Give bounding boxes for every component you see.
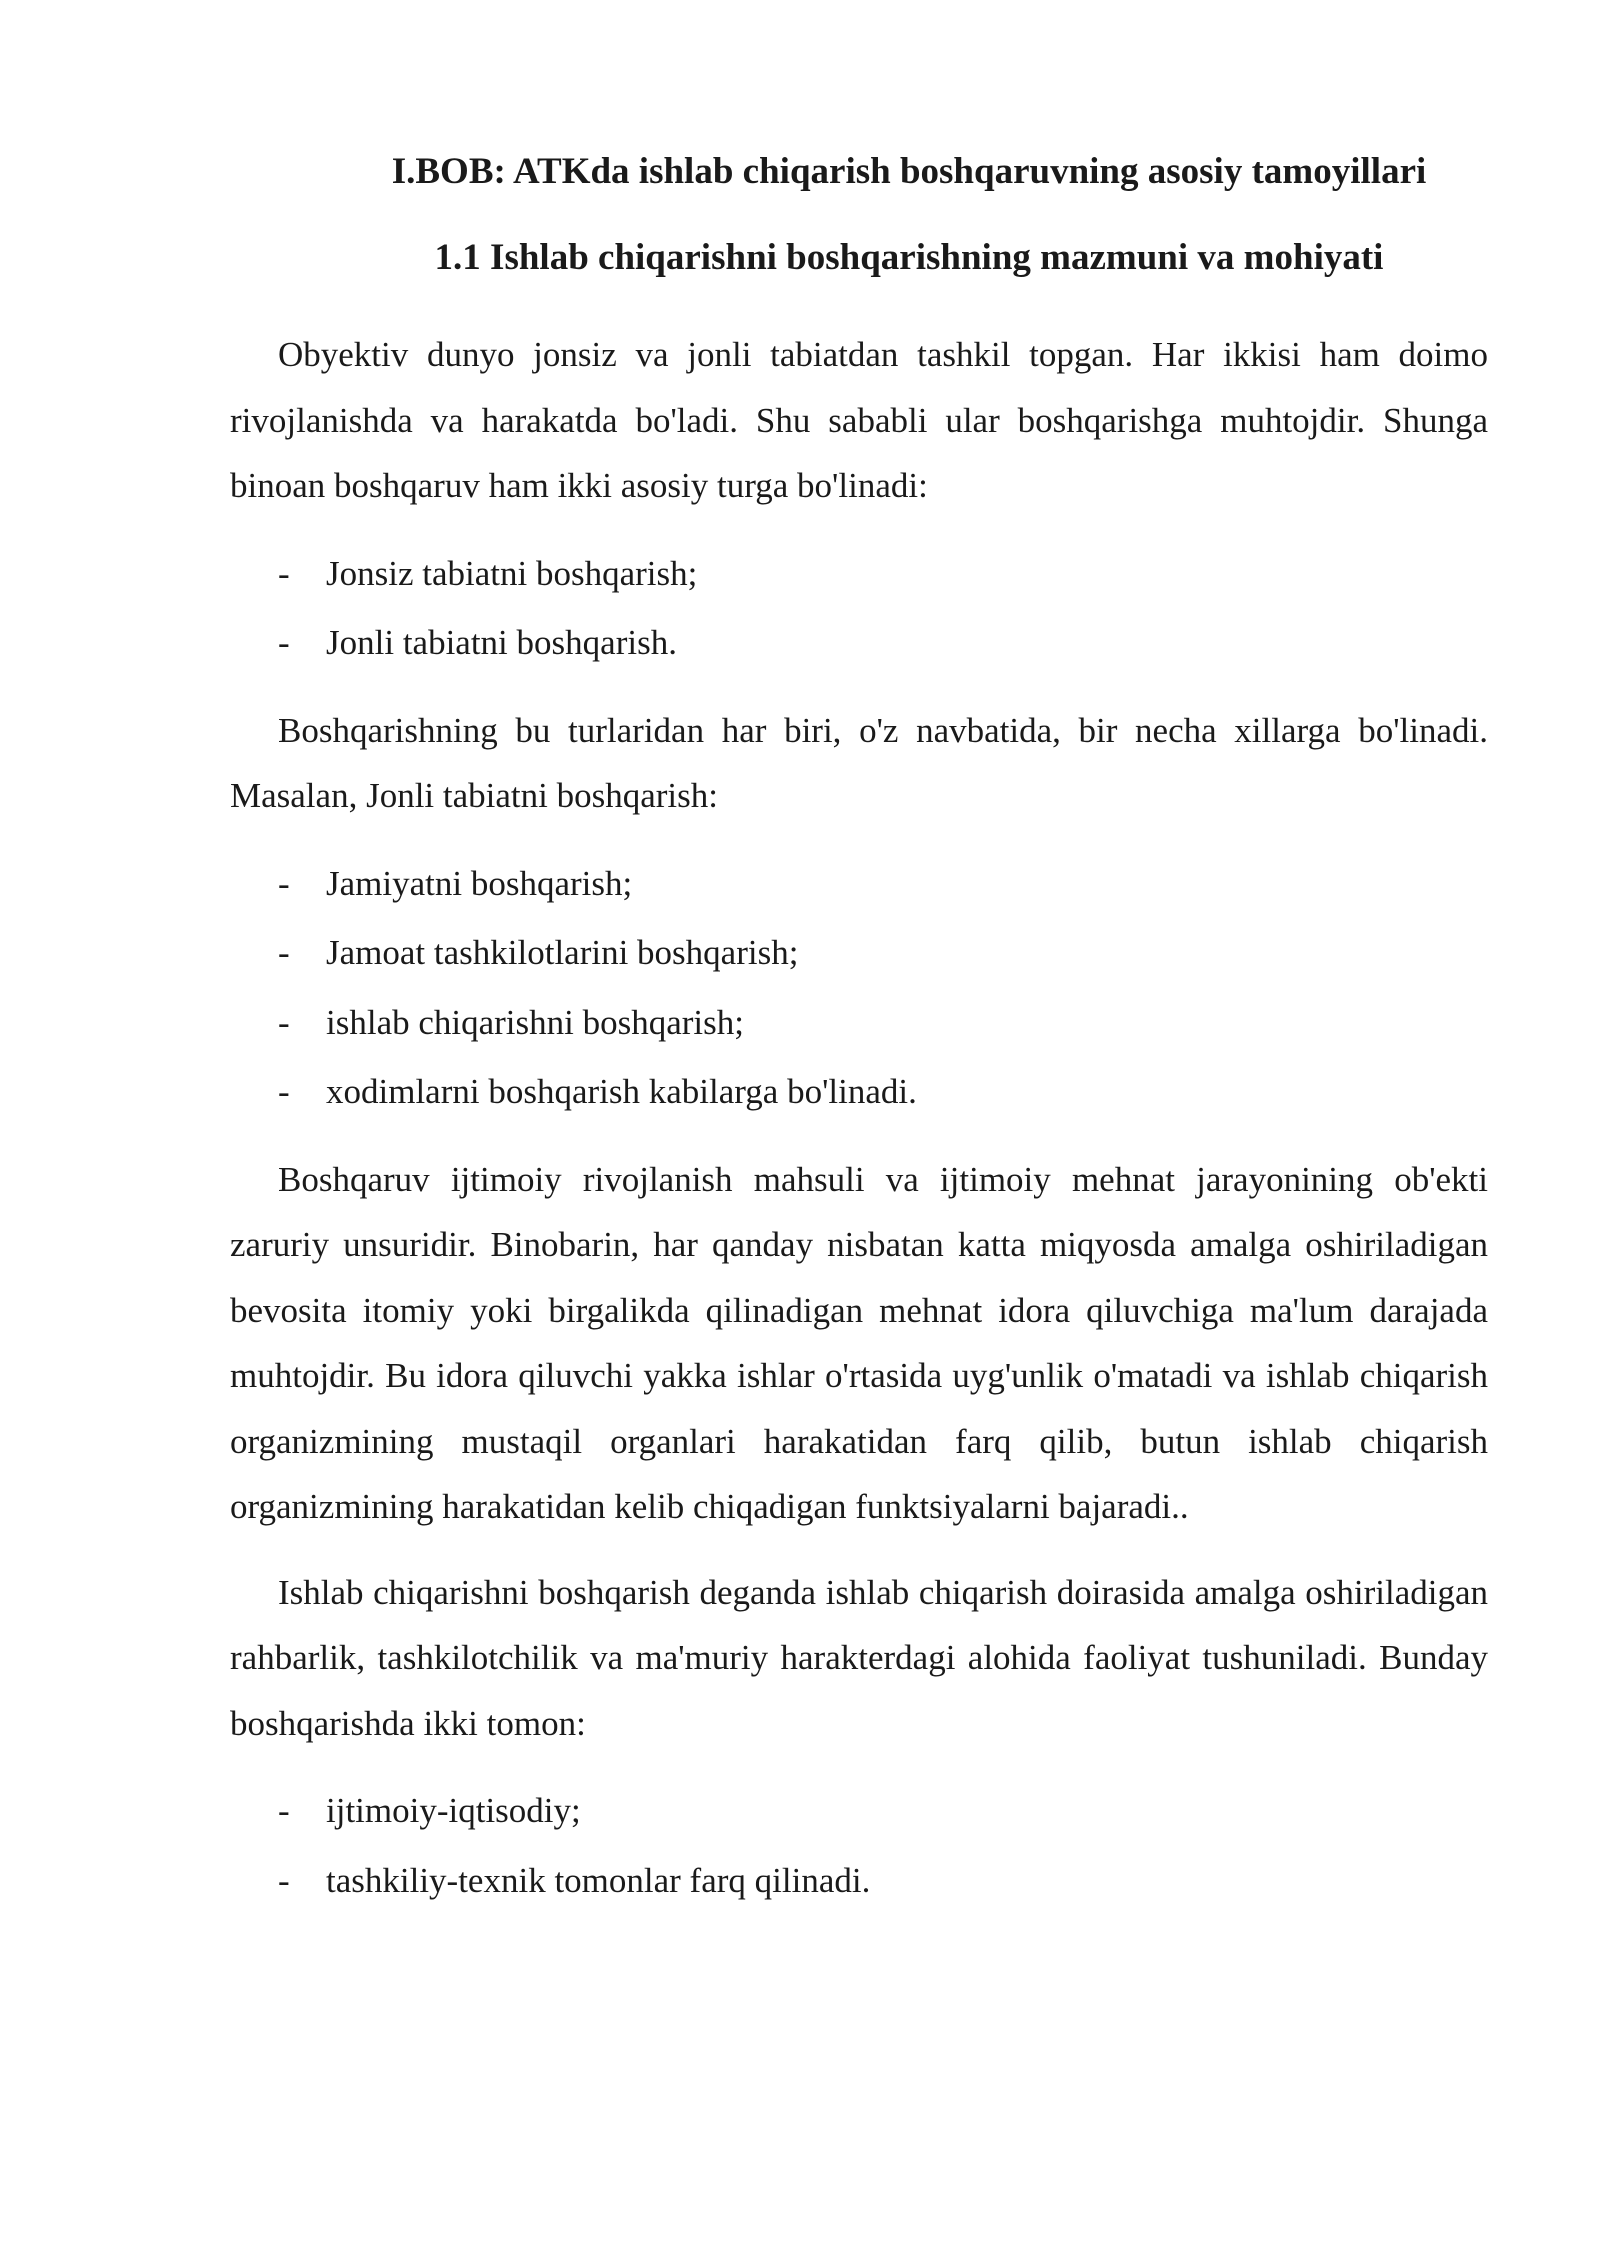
list-item	[230, 539, 1488, 609]
list-dash: -	[278, 553, 290, 593]
list-item	[230, 988, 1488, 1058]
list-item	[230, 849, 1488, 919]
paragraph-1: Obyektiv dunyo jonsiz va jonli tabiatdan tashkil topgan. Har ikkisi ham doimo rivojlanishda va harakatda bo'ladi. Shu sababli ular boshqarishga muhtojdir. Shunga binoan boshqaruv ham ikki asosiy turga bo'linadi:	[230, 335, 1488, 505]
list-dash: -	[278, 933, 290, 972]
document-page	[230, 150, 1488, 1915]
chapter-title: I.BOB: ATKda ishlab chiqarish boshqaruvning asosiy tamoyillari	[391, 151, 1427, 192]
list-dash: -	[278, 1791, 290, 1830]
list-nature-types	[230, 539, 1488, 678]
list-dash: -	[278, 1002, 290, 1042]
list-item	[230, 1776, 1488, 1846]
list-item-text: xodimlarni boshqarish kabilarga bo'linadi.	[326, 1072, 917, 1111]
list-item-text: Jonli tabiatni boshqarish.	[326, 623, 677, 662]
list-item-text: ishlab chiqarishni boshqarish;	[326, 1002, 745, 1042]
list-item-text: Jonsiz tabiatni boshqarish;	[326, 553, 698, 593]
list-dash: -	[278, 623, 290, 662]
section-title: 1.1 Ishlab chiqarishni boshqarishning mazmuni va mohiyati	[434, 237, 1384, 278]
list-living-nature-management	[230, 849, 1488, 1127]
list-item	[230, 1846, 1488, 1916]
list-item-text: Jamiyatni boshqarish;	[326, 863, 633, 903]
list-item	[230, 1057, 1488, 1127]
list-item-text: ijtimoiy-iqtisodiy;	[326, 1791, 581, 1830]
paragraph-4: Ishlab chiqarishni boshqarish deganda ishlab chiqarish doirasida amalga oshiriladigan rahbarlik, tashkilotchilik va ma'muriy harakterdagi alohida faoliyat tushuniladi. Bunday boshqarishda ikki tomon:	[230, 1572, 1488, 1743]
paragraph-3: Boshqaruv ijtimoiy rivojlanish mahsuli va ijtimoiy mehnat jarayonining ob'ekti zaruriy unsuridir. Binobarin, har qanday nisbatan katta miqyosda amalga oshiriladigan bevosita itomiy yoki birgalikda qilinadigan mehnat idora qiluvchiga ma'lum darajada muhtojdir. Bu idora qiluvchi yakka ishlar o'rtasida uyg'unlik o'matadi va ishlab chiqarish organizmining mustaqil organlari harakatidan farq qilib, butun ishlab chiqarish organizmining harakatidan kelib chiqadigan funktsiyalarni bajaradi..	[230, 1159, 1488, 1526]
list-item-text: Jamoat tashkilotlarini boshqarish;	[326, 933, 799, 972]
list-item	[230, 918, 1488, 988]
list-dash: -	[278, 863, 290, 903]
paragraph-2: Boshqarishning bu turlaridan har biri, o'z navbatida, bir necha xillarga bo'linadi. Masalan, Jonli tabiatni boshqarish:	[230, 710, 1488, 815]
list-item-text: tashkiliy-texnik tomonlar farq qilinadi.	[326, 1860, 871, 1900]
list-dash: -	[278, 1860, 290, 1900]
list-item	[230, 608, 1488, 678]
list-dash: -	[278, 1072, 290, 1111]
list-management-aspects	[230, 1776, 1488, 1915]
